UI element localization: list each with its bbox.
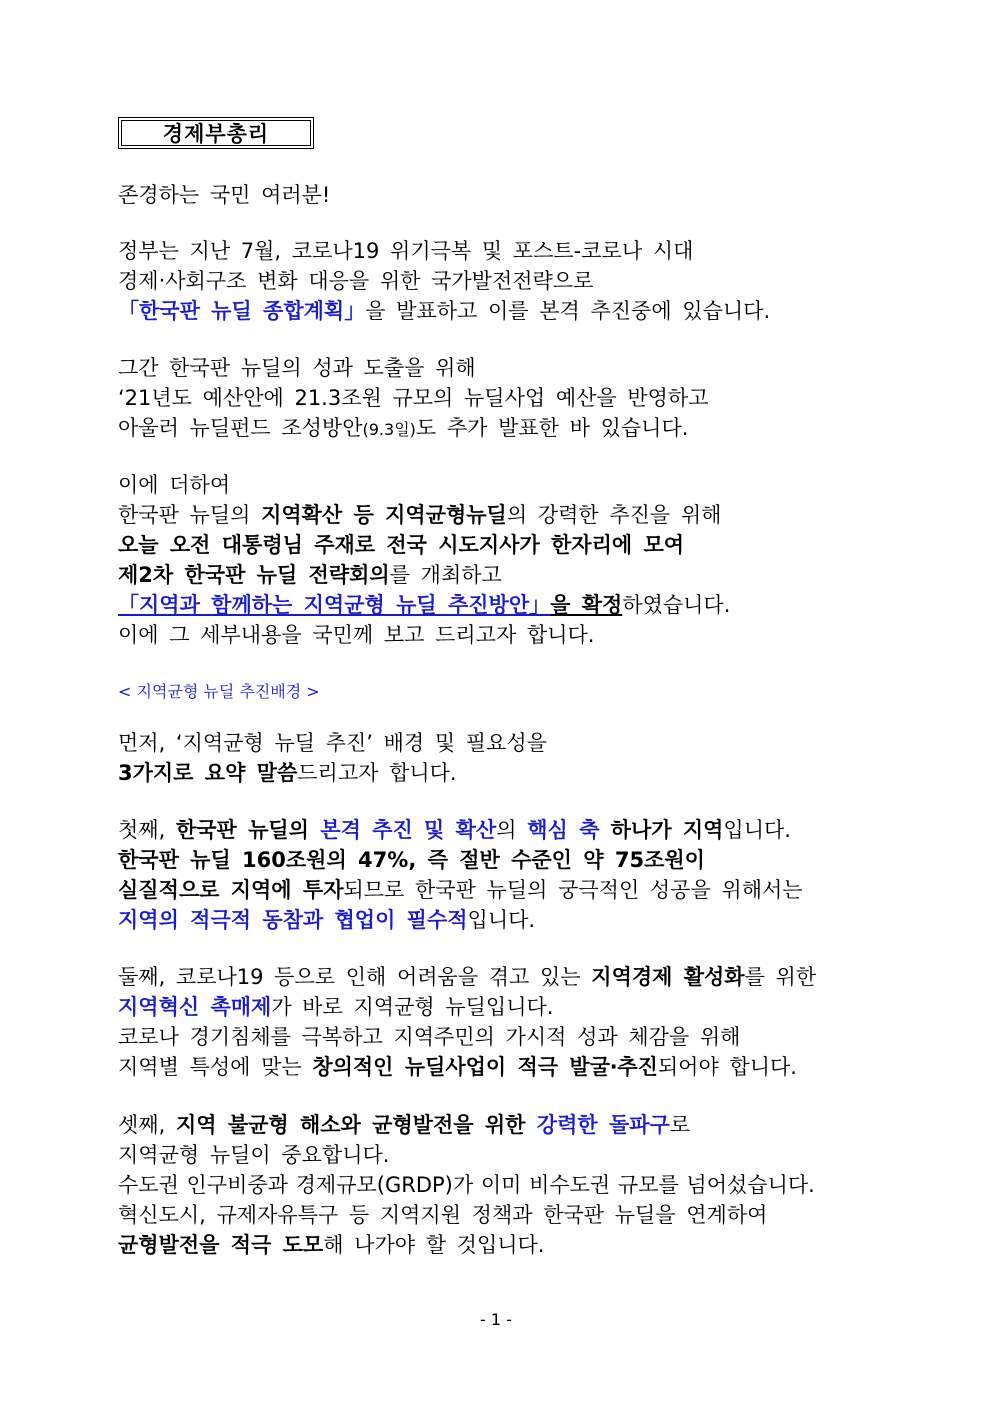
p2-line-3: 아울러 뉴딜펀드 조성방안(9.3일)도 추가 발표한 바 있습니다.	[118, 416, 689, 440]
paragraph-6	[118, 962, 878, 1082]
p4-line-1: 먼저, ‘지역균형 뉴딜 추진’ 배경 및 필요성을	[118, 731, 547, 755]
page-number: - 1 -	[480, 1310, 512, 1329]
fund-date: (9.3일)	[362, 420, 416, 439]
p7-line-5: 균형발전을 적극 도모해 나가야 할 것입니다.	[118, 1233, 545, 1257]
section-heading-block	[118, 677, 878, 707]
p2-line-2: ‘21년도 예산안에 21.3조원 규모의 뉴딜사업 예산을 반영하고	[118, 386, 709, 410]
p1-line-2: 경제‧사회구조 변화 대응을 위한 국가발전전략으로	[118, 269, 594, 293]
p6-line-3: 코로나 경기침체를 극복하고 지역주민의 가시적 성과 체감을 위해	[118, 1025, 741, 1049]
p3-line-5: 「지역과 함께하는 지역균형 뉴딜 추진방안」을 확정하였습니다.	[118, 593, 731, 617]
paragraph-3	[118, 470, 878, 650]
p2-line-1: 그간 한국판 뉴딜의 성과 도출을 위해	[118, 356, 476, 380]
paragraph-4	[118, 728, 878, 788]
p3-line-4: 제2차 한국판 뉴딜 전략회의를 개최하고	[118, 563, 502, 587]
p3-line-1: 이에 더하여	[118, 473, 231, 497]
new-deal-plan-title: 「한국판 뉴딜 종합계획」	[118, 299, 366, 323]
p3-line-3: 오늘 오전 대통령님 주재로 전국 시도지사가 한자리에 모여	[118, 533, 685, 557]
p7-line-2: 지역균형 뉴딜이 중요합니다.	[118, 1143, 390, 1167]
paragraph-1	[118, 236, 878, 326]
section-heading: < 지역균형 뉴딜 추진배경 >	[118, 682, 320, 701]
p6-line-1: 둘째, 코로나19 등으로 인해 어려움을 겪고 있는 지역경제 활성화를 위한	[118, 965, 817, 989]
p7-line-3: 수도권 인구비중과 경제규모(GRDP)가 이미 비수도권 규모를 넘어섰습니다.	[118, 1173, 815, 1197]
greeting: 존경하는 국민 여러분!	[118, 183, 331, 207]
speaker-title: 경제부총리	[121, 120, 311, 146]
p3-line-6: 이에 그 세부내용을 국민께 보고 드리고자 합니다.	[118, 623, 595, 647]
p5-line-1: 첫째, 한국판 뉴딜의 본격 추진 및 확산의 핵심 축 하나가 지역입니다.	[118, 818, 791, 842]
p5-line-4: 지역의 적극적 동참과 협업이 필수적입니다.	[118, 908, 536, 932]
paragraph-7	[118, 1110, 878, 1260]
p7-line-4: 혁신도시, 규제자유특구 등 지역지원 정책과 한국판 뉴딜을 연계하여	[118, 1203, 768, 1227]
speaker-title-box	[118, 117, 314, 149]
paragraph-5	[118, 815, 878, 935]
p4-line-2: 3가지로 요약 말씀드리고자 합니다.	[118, 761, 457, 785]
p1-line-1: 정부는 지난 7월, 코로나19 위기극복 및 포스트-코로나 시대	[118, 239, 694, 263]
greeting-paragraph	[118, 180, 878, 210]
p7-line-1: 셋째, 지역 불균형 해소와 균형발전을 위한 강력한 돌파구로	[118, 1113, 691, 1137]
p5-line-3: 실질적으로 지역에 투자되므로 한국판 뉴딜의 궁극적인 성공을 위해서는	[118, 878, 803, 902]
p5-line-2: 한국판 뉴딜 160조원의 47%, 즉 절반 수준인 약 75조원이	[118, 848, 705, 872]
p6-line-4: 지역별 특성에 맞는 창의적인 뉴딜사업이 적극 발굴‧추진되어야 합니다.	[118, 1055, 797, 1079]
paragraph-2	[118, 353, 878, 443]
p1-line-3: 「한국판 뉴딜 종합계획」을 발표하고 이를 본격 추진중에 있습니다.	[118, 299, 771, 323]
p3-line-2: 한국판 뉴딜의 지역확산 등 지역균형뉴딜의 강력한 추진을 위해	[118, 503, 722, 527]
regional-new-deal-plan-title: 「지역과 함께하는 지역균형 뉴딜 추진방안」	[118, 593, 551, 617]
p6-line-2: 지역혁신 촉매제가 바로 지역균형 뉴딜입니다.	[118, 995, 554, 1019]
